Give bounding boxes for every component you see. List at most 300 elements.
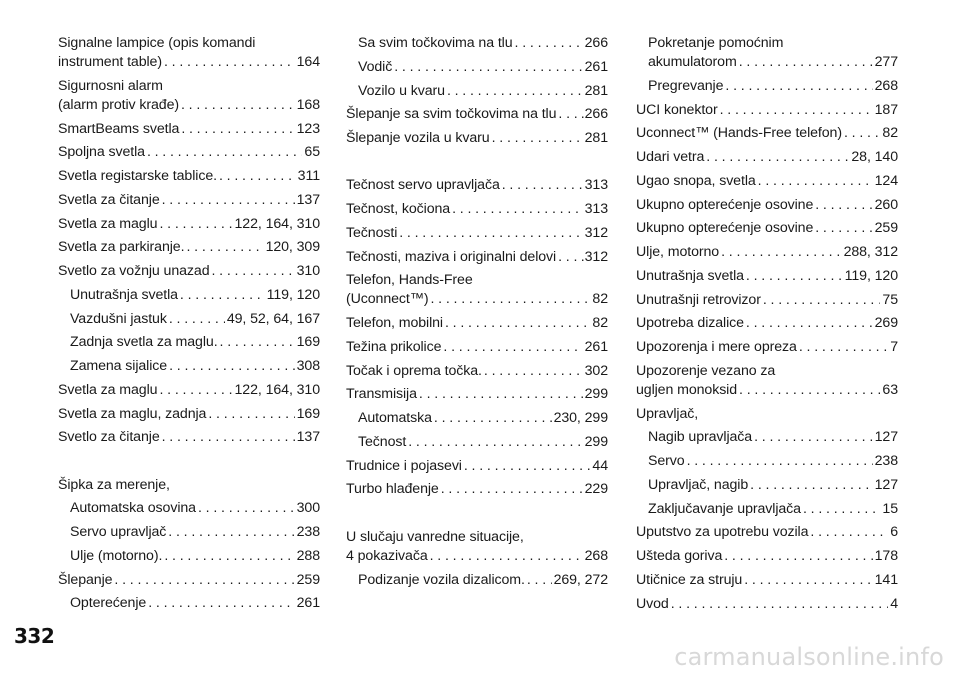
index-entry-line xyxy=(58,333,320,352)
index-entry xyxy=(636,148,898,167)
index-entry-label: akumulatorom xyxy=(648,54,737,70)
dot-leader xyxy=(721,243,841,262)
index-entry-page: 82 xyxy=(592,315,608,332)
index-entry-line xyxy=(636,500,898,519)
dot-leader xyxy=(186,238,263,257)
dot-leader xyxy=(464,457,591,476)
index-entry xyxy=(58,499,320,518)
index-entry-page: 169 xyxy=(296,334,320,351)
index-entry-page: 49, 52, 64, 167 xyxy=(226,310,320,327)
index-entry-line xyxy=(346,224,608,243)
index-entry xyxy=(636,452,898,471)
index-entry-label: Sa svim točkovima na tlu xyxy=(358,35,513,51)
index-entry-label: Podizanje vozila dizalicom. xyxy=(358,571,525,588)
index-entry xyxy=(58,310,320,329)
dot-leader xyxy=(758,172,873,191)
index-entry-page: 281 xyxy=(584,82,608,99)
index-entry xyxy=(58,120,320,139)
dot-leader xyxy=(492,129,583,148)
dot-leader xyxy=(430,290,590,309)
index-entry-line xyxy=(636,595,898,614)
index-entry-label: Ulje, motorno xyxy=(636,244,720,260)
index-entry-line xyxy=(346,200,608,219)
index-entry-page: 127 xyxy=(874,429,898,446)
index-entry-page: 82 xyxy=(882,125,898,142)
index-entry-page: 65 xyxy=(304,144,320,161)
dot-leader xyxy=(558,248,579,267)
index-entry xyxy=(636,571,898,590)
index-entry-page: 123 xyxy=(296,120,320,137)
index-entry-line xyxy=(346,457,608,476)
index-entry-line xyxy=(346,433,608,452)
index-entry-line xyxy=(58,167,320,186)
index-entry-line xyxy=(58,594,320,613)
index-entry-line xyxy=(346,129,608,148)
index-entry xyxy=(636,595,898,614)
index-entry-page: 269 xyxy=(874,315,898,332)
index-column-1 xyxy=(58,34,320,618)
index-entry-label: Svetlo za čitanje xyxy=(58,429,160,446)
index-entry-label: Vodič xyxy=(358,58,393,75)
dot-leader xyxy=(441,480,583,499)
index-entry xyxy=(636,196,898,215)
index-entry-page: 120, 309 xyxy=(265,239,320,256)
index-entry-label: Automatska osovina xyxy=(70,500,196,517)
index-entry xyxy=(636,219,898,238)
dot-leader xyxy=(720,101,873,120)
index-entry-label: Zaključavanje upravljača xyxy=(648,500,801,517)
index-entry-line xyxy=(58,381,320,400)
index-entry xyxy=(58,333,320,352)
index-entry-page: .266 xyxy=(580,106,608,123)
index-entry-label: Nagib upravljača xyxy=(648,429,753,446)
dot-leader xyxy=(212,262,295,281)
dot-leader xyxy=(746,314,873,333)
index-entry-heading: Upozorenje vezano za xyxy=(636,362,776,379)
index-entry-label: Šlepanje vozila u kvaru xyxy=(346,130,490,146)
index-entry-label: Svetla za maglu xyxy=(58,215,158,232)
index-entry-page: 119, 120 xyxy=(844,267,898,284)
index-entry xyxy=(346,176,608,195)
index-entry-page: 4 xyxy=(890,595,898,612)
index-entry-line xyxy=(346,314,608,333)
dot-leader xyxy=(181,96,295,115)
index-entry-page: 229 xyxy=(584,481,608,498)
index-entry-line xyxy=(636,148,898,167)
section-gap xyxy=(58,452,320,476)
dot-leader xyxy=(168,523,294,542)
index-entry xyxy=(346,34,608,53)
index-entry-label: Unutrašnja svetla xyxy=(636,267,744,284)
index-entry xyxy=(346,271,608,309)
index-entry-page: 299 xyxy=(584,433,608,450)
index-entry xyxy=(636,405,898,424)
index-entry-page: 266 xyxy=(584,35,608,51)
index-entry-line xyxy=(58,143,320,162)
index-entry-line xyxy=(636,219,898,238)
index-entry xyxy=(636,101,898,120)
index-entry xyxy=(346,224,608,243)
index-entry-label: Zamena sijalice xyxy=(70,358,168,374)
index-entry xyxy=(636,428,898,447)
index-entry-page: 124 xyxy=(874,172,898,189)
dot-leader xyxy=(114,571,294,590)
dot-leader xyxy=(671,595,888,614)
index-entry-line xyxy=(58,547,320,566)
index-entry-page: 261 xyxy=(584,338,608,355)
dot-leader xyxy=(169,310,225,329)
index-entry xyxy=(58,476,320,495)
index-entry-line xyxy=(58,428,320,447)
index-entry-line xyxy=(636,381,898,400)
index-entry-line xyxy=(636,101,898,120)
index-entry-label: Tečnost xyxy=(358,433,407,450)
index-entry xyxy=(58,547,320,566)
dot-leader xyxy=(515,34,583,53)
index-entry-label: ugljen monoksid xyxy=(636,381,738,398)
dot-leader xyxy=(164,53,295,72)
index-entry xyxy=(636,243,898,262)
index-entry-label: Unutrašnji retrovizor xyxy=(636,291,761,308)
index-entry xyxy=(346,528,608,566)
index-entry-line xyxy=(636,571,898,590)
index-entry-label: (alarm protiv krađe) xyxy=(58,96,179,113)
dot-leader xyxy=(754,428,873,447)
index-entry xyxy=(346,248,608,267)
index-entry-page: 82 xyxy=(592,291,608,308)
dot-leader xyxy=(147,143,302,162)
index-entry xyxy=(636,362,898,400)
index-entry-line xyxy=(636,77,898,96)
index-entry-page: 281 xyxy=(584,130,608,146)
index-entry-label: Vazdušni jastuk xyxy=(70,310,167,327)
dot-leader xyxy=(434,409,552,428)
index-entry-line xyxy=(636,53,898,72)
index-entry-line xyxy=(346,480,608,499)
index-entry xyxy=(58,594,320,613)
index-entry-label: Pregrevanje xyxy=(648,77,724,94)
index-entry-page: 187 xyxy=(874,101,898,118)
index-entry xyxy=(58,571,320,590)
index-entry-page: 288 xyxy=(296,547,320,564)
index-entry-page: 169 xyxy=(296,405,320,422)
index-entry xyxy=(346,129,608,148)
index-entry-line xyxy=(346,105,608,124)
index-entry xyxy=(346,457,608,476)
index-entry-label: Ugao snopa, svetla xyxy=(636,172,756,189)
index-entry-label: Tečnosti, maziva i originalni delovi xyxy=(346,248,557,265)
index-entry-label: Vozilo u kvaru xyxy=(358,82,445,99)
index-entry-heading: Pokretanje pomoćnim xyxy=(648,35,784,51)
dot-leader xyxy=(724,547,872,566)
index-entry-page: 164 xyxy=(296,54,320,70)
dot-leader xyxy=(527,571,552,590)
dot-leader xyxy=(198,499,295,518)
dot-leader xyxy=(744,571,872,590)
index-entry xyxy=(58,215,320,234)
dot-leader xyxy=(408,433,582,452)
index-entry xyxy=(346,58,608,77)
watermark: carmanualsonline.info xyxy=(674,643,944,671)
index-entry-heading: Sigurnosni alarm xyxy=(58,77,163,94)
index-entry-page: 6 xyxy=(890,524,898,541)
index-entry xyxy=(346,409,608,428)
index-entry-label: Svetla za maglu, zadnja xyxy=(58,405,207,422)
index-entry xyxy=(636,34,898,72)
index-entry xyxy=(346,82,608,101)
index-entry-label: Servo upravljač xyxy=(70,524,167,541)
dot-leader xyxy=(810,523,888,542)
dot-leader xyxy=(208,405,294,424)
index-entry-page: .312 xyxy=(580,248,608,265)
index-entry-line xyxy=(346,290,608,309)
index-entry-line xyxy=(636,196,898,215)
index-entry xyxy=(58,428,320,447)
index-entry-label: Transmisija xyxy=(346,386,417,403)
index-entry xyxy=(636,124,898,143)
index-entry-line xyxy=(58,191,320,210)
index-entry-label: Svetla za parkiranje. xyxy=(58,239,185,256)
index-entry-line xyxy=(58,571,320,590)
index-entry-page: 137 xyxy=(296,191,320,208)
dot-leader xyxy=(803,500,880,519)
index-entry-page: 127 xyxy=(874,476,898,493)
index-entry-line xyxy=(636,547,898,566)
index-entry-line xyxy=(58,238,320,257)
dot-leader xyxy=(484,362,583,381)
index-entry xyxy=(58,381,320,400)
index-entry-label: Tečnosti xyxy=(346,224,398,241)
index-entry-line xyxy=(58,286,320,305)
index-entry xyxy=(636,267,898,286)
index-entry-page: 75 xyxy=(882,291,898,308)
index-entry-label: Uvod xyxy=(636,595,669,612)
index-entry-line xyxy=(636,338,898,357)
index-entry-page: 308 xyxy=(296,358,320,374)
index-entry-page: 122, 164, 310 xyxy=(234,215,320,232)
index-entry-line xyxy=(636,476,898,495)
index-entry-label: Turbo hlađenje xyxy=(346,481,439,498)
index-entry-page: 269, 272 xyxy=(553,571,608,588)
index-entry xyxy=(58,34,320,72)
index-entry-page: 311 xyxy=(297,168,320,184)
index-entry-page: 119, 120 xyxy=(266,286,320,303)
index-entry xyxy=(636,314,898,333)
index-entry-page: 230, 299 xyxy=(553,410,608,427)
index-entry-label: Uconnect™ (Hands-Free telefon) xyxy=(636,125,842,142)
index-entry-line xyxy=(58,405,320,424)
index-entry-label: Tečnost servo upravljača xyxy=(346,177,500,194)
index-entry-line xyxy=(636,452,898,471)
index-entry xyxy=(346,385,608,404)
index-entry-page: 261 xyxy=(296,595,320,612)
index-entry-line xyxy=(58,215,320,234)
index-entry-page: 313 xyxy=(584,201,608,218)
dot-leader xyxy=(452,200,583,219)
index-column-2 xyxy=(346,34,608,594)
dot-leader xyxy=(169,357,295,376)
dot-leader xyxy=(815,196,872,215)
dot-leader xyxy=(399,224,582,243)
dot-leader xyxy=(180,286,265,305)
index-entry-page: 238 xyxy=(874,453,898,469)
index-column-3 xyxy=(636,34,898,618)
index-entry-label: Spoljna svetla xyxy=(58,144,145,161)
index-entry-line xyxy=(346,248,608,267)
index-entry-page: 268 xyxy=(584,547,608,564)
index-entry xyxy=(346,200,608,219)
index-entry-line xyxy=(636,124,898,143)
index-entry-label: UCI konektor xyxy=(636,101,718,118)
index-entry xyxy=(58,262,320,281)
dot-leader xyxy=(162,428,295,447)
index-entry-line xyxy=(346,362,608,381)
index-entry-label: Ulje (motorno). xyxy=(70,547,163,564)
dot-leader xyxy=(181,120,294,139)
index-entry-label: (Uconnect™) xyxy=(346,291,429,308)
dot-leader xyxy=(746,267,843,286)
index-entry-label: Ušteda goriva xyxy=(636,548,723,564)
index-entry-heading: Šipka za merenje, xyxy=(58,476,170,493)
index-entry-line xyxy=(346,82,608,101)
index-entry-line xyxy=(636,172,898,191)
dot-leader xyxy=(219,167,296,186)
index-entry-page: 260 xyxy=(874,196,898,213)
index-entry-label: Težina prikolice xyxy=(346,338,442,355)
index-entry xyxy=(346,433,608,452)
index-entry-line xyxy=(346,547,608,566)
index-entry-line xyxy=(346,385,608,404)
dot-leader xyxy=(799,338,888,357)
index-entry xyxy=(58,286,320,305)
index-entry-line xyxy=(346,409,608,428)
index-entry xyxy=(636,476,898,495)
index-entry-page: 299 xyxy=(584,386,608,403)
dot-leader xyxy=(706,148,849,167)
dot-leader xyxy=(687,452,873,471)
index-entry xyxy=(58,143,320,162)
index-entry xyxy=(636,523,898,542)
index-entry-line xyxy=(636,314,898,333)
dot-leader xyxy=(220,333,295,352)
index-entry-label: Točak i oprema točka. xyxy=(346,362,482,379)
index-entry-label: Trudnice i pojasevi xyxy=(346,457,462,474)
index-entry-page: 261 xyxy=(584,58,608,75)
index-entry xyxy=(346,105,608,124)
index-entry-label: Zadnja svetla za maglu. xyxy=(70,334,218,351)
index-entry xyxy=(58,167,320,186)
dot-leader xyxy=(815,219,872,238)
index-entry xyxy=(58,357,320,376)
index-entry-page: 7 xyxy=(890,339,898,355)
index-entry-heading: Signalne lampice (opis komandi xyxy=(58,35,256,51)
index-entry-label: Udari vetra xyxy=(636,149,705,165)
index-entry-line xyxy=(58,120,320,139)
index-entry xyxy=(636,338,898,357)
index-entry-label: Automatska xyxy=(358,410,432,427)
index-entry xyxy=(58,191,320,210)
page-number: 332 xyxy=(14,624,55,648)
index-entry-page: 302 xyxy=(584,362,608,379)
index-entry-line xyxy=(346,338,608,357)
index-entry-label: Upravljač, nagib xyxy=(648,476,749,493)
dot-leader xyxy=(502,176,583,195)
index-entry-line xyxy=(346,571,608,590)
index-entry xyxy=(636,500,898,519)
index-entry-page: 63 xyxy=(882,381,898,398)
dot-leader xyxy=(739,53,873,72)
index-entry-label: Utičnice za struju xyxy=(636,571,743,588)
dot-leader xyxy=(725,77,872,96)
dot-leader xyxy=(558,105,578,124)
index-entry-label: Svetlo za vožnju unazad xyxy=(58,263,210,279)
index-entry xyxy=(346,338,608,357)
index-entry-page: 238 xyxy=(296,524,320,541)
index-entry-page: 137 xyxy=(296,429,320,446)
index-entry-page: 15 xyxy=(882,500,898,517)
index-entry-label: instrument table) xyxy=(58,54,162,70)
index-entry-page: 259 xyxy=(296,571,320,588)
dot-leader xyxy=(148,594,294,613)
index-entry xyxy=(636,291,898,310)
dot-leader xyxy=(844,124,880,143)
index-entry-line xyxy=(58,499,320,518)
index-entry-line xyxy=(636,291,898,310)
section-gap xyxy=(346,153,608,177)
index-entry-line xyxy=(636,267,898,286)
index-entry-line xyxy=(636,243,898,262)
index-entry-page: 178 xyxy=(874,548,898,564)
index-entry xyxy=(636,547,898,566)
index-entry-label: Svetla za maglu xyxy=(58,381,158,398)
index-entry-line xyxy=(636,428,898,447)
index-entry-page: 168 xyxy=(296,96,320,113)
index-entry-label: 4 pokazivača xyxy=(346,547,428,564)
index-entry-label: Svetla registarske tablice. xyxy=(58,168,217,184)
dot-leader xyxy=(750,476,872,495)
index-entry xyxy=(346,362,608,381)
index-entry-label: Svetla za čitanje xyxy=(58,191,160,208)
index-entry xyxy=(58,405,320,424)
index-entry xyxy=(636,77,898,96)
dot-leader xyxy=(445,314,590,333)
index-entry-label: Šlepanje xyxy=(58,571,113,588)
dot-leader xyxy=(419,385,583,404)
index-entry-label: Telefon, mobilni xyxy=(346,315,443,332)
dot-leader xyxy=(159,381,232,400)
index-entry-page: 44 xyxy=(592,457,608,474)
index-entry-page: 141 xyxy=(874,571,898,588)
index-entry-line xyxy=(58,96,320,115)
dot-leader xyxy=(739,381,880,400)
index-entry-label: Servo xyxy=(648,453,685,469)
index-entry-page: 268 xyxy=(874,77,898,94)
index-entry-page: 28, 140 xyxy=(851,149,898,165)
index-entry-heading: Telefon, Hands-Free xyxy=(346,272,473,289)
section-gap xyxy=(346,504,608,528)
index-entry-label: Tečnost, kočiona xyxy=(346,201,451,218)
index-entry-page: 313 xyxy=(584,177,608,194)
index-entry-line xyxy=(58,310,320,329)
index-entry-line xyxy=(346,58,608,77)
index-entry-label: Upotreba dizalice xyxy=(636,315,744,332)
index-entry xyxy=(58,523,320,542)
index-entry-label: Opterećenje xyxy=(70,595,147,612)
dot-leader xyxy=(443,338,582,357)
dot-leader xyxy=(162,191,295,210)
index-entry-page: 288, 312 xyxy=(843,244,898,260)
index-entry-line xyxy=(346,176,608,195)
